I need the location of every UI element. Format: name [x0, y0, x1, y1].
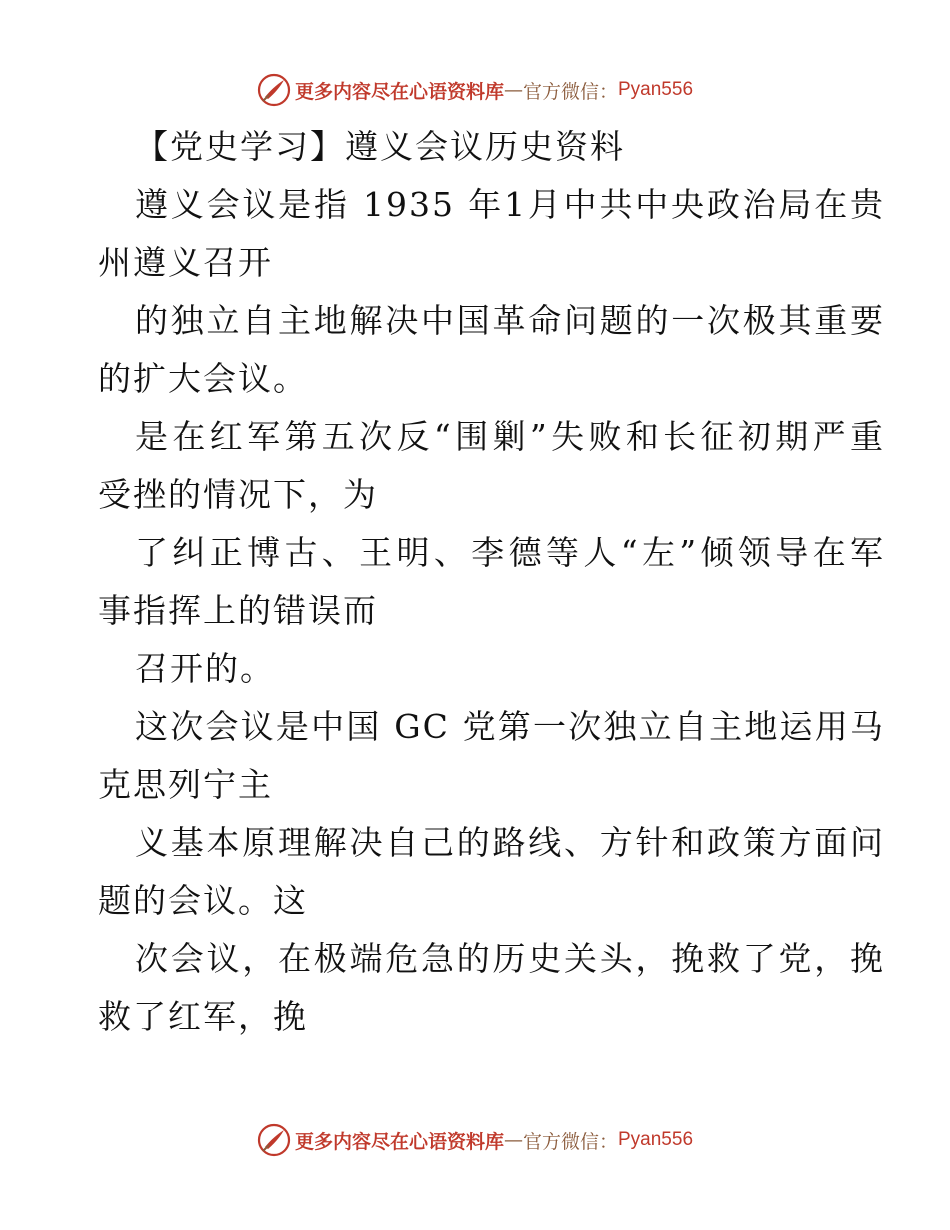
text-line: 救了红军，挽: [98, 997, 308, 1036]
banner-dash: —: [503, 79, 523, 101]
text-line: 遵义会议是指 1935 年1月中共中央政治局在贵: [135, 185, 885, 224]
text-line: 是在红军第五次反“围剿”失败和长征初期严重: [135, 417, 885, 456]
banner-wechat-label: 官方微信：: [522, 1130, 618, 1153]
banner-dash: —: [503, 1129, 523, 1151]
banner-promo-text: 更多内容尽在心语资料库: [294, 1130, 504, 1153]
text-line: 次会议，在极端危急的历史关头，挽救了党，挽: [135, 939, 885, 978]
footer-banner: [0, 1120, 950, 1160]
text-line: 的扩大会议。: [98, 359, 308, 398]
document-body: [98, 118, 885, 1046]
text-line: 的独立自主地解决中国革命问题的一次极其重要: [135, 301, 885, 340]
text-line: 题的会议。这: [98, 881, 308, 920]
banner-wechat-id: Pyan556: [618, 79, 694, 100]
quill-logo-icon: [257, 1123, 291, 1157]
text-line: 事指挥上的错误而: [98, 591, 378, 630]
document-title: 【党史学习】遵义会议历史资料: [135, 127, 625, 166]
text-line: 义基本原理解决自己的路线、方针和政策方面问: [135, 823, 885, 862]
text-line: 州遵义召开: [98, 243, 273, 282]
banner-wechat-label: 官方微信：: [522, 80, 618, 103]
text-line: 受挫的情况下，为: [98, 475, 378, 514]
header-banner: [0, 70, 950, 110]
text-line: 这次会议是中国 GC 党第一次独立自主地运用马: [135, 707, 885, 746]
banner-wechat-id: Pyan556: [618, 1129, 694, 1150]
text-line: 了纠正博古、王明、李德等人“左”倾领导在军: [135, 533, 885, 572]
text-line: 召开的。: [135, 649, 275, 688]
banner-promo-text: 更多内容尽在心语资料库: [294, 80, 504, 103]
quill-logo-icon: [257, 73, 291, 107]
text-line: 克思列宁主: [98, 765, 273, 804]
